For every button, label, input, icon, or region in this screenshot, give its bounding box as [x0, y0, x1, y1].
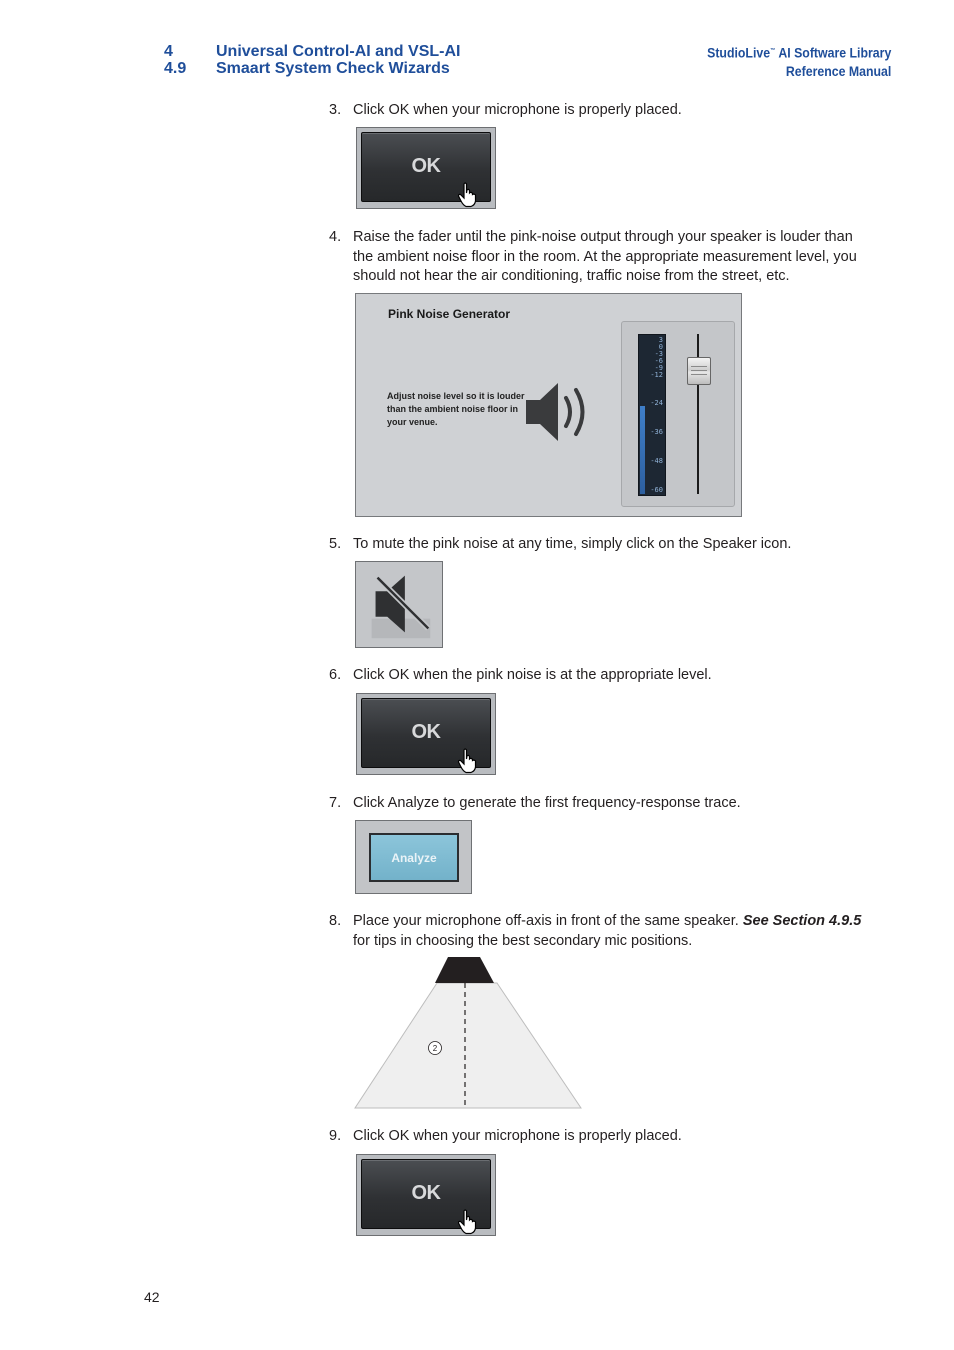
analyze-button-label: Analyze: [391, 851, 437, 865]
chapter-title: Universal Control-AI and VSL-AI: [216, 43, 461, 60]
hand-cursor-icon: [457, 182, 479, 208]
step-8: [329, 912, 869, 951]
manual-subtitle: Reference Manual: [785, 62, 891, 79]
step-text: [353, 912, 869, 951]
mic-position-label: 2: [432, 1044, 438, 1053]
step-number: 6.: [329, 667, 342, 683]
step-6: [329, 666, 869, 686]
fader-handle[interactable]: [687, 357, 711, 385]
chapter-number: 4: [164, 43, 173, 60]
ok-button-screenshot: [356, 1154, 496, 1236]
meter-tick-label: -60: [650, 486, 663, 494]
speaker-coverage-diagram: [354, 956, 582, 1110]
manual-title-rest: AI Software Library: [775, 44, 891, 61]
manual-header: [707, 42, 891, 80]
step-text-after: for tips in choosing the best secondary mic positions.: [353, 932, 693, 949]
step-number: 9.: [329, 1128, 342, 1144]
step-number: 3.: [329, 102, 342, 118]
step-number: 4.: [329, 229, 342, 245]
pink-noise-description: Adjust noise level so it is louder than the ambient noise floor in your venue.: [387, 391, 525, 427]
mute-button-screenshot: [355, 561, 443, 648]
section-reference: See Section 4.9.5: [742, 913, 862, 929]
section-number: 4.9: [164, 60, 187, 77]
step-text: Raise the fader until the pink-noise output through your speaker is louder than the ambient noise floor in the room. At the appropriate measurement level, you should not hear the air conditioning, traffic noise from the street, etc.: [353, 229, 857, 284]
step-9: [329, 1127, 869, 1147]
hand-cursor-icon: [457, 1209, 479, 1235]
analyze-button-screenshot: [355, 820, 472, 894]
meter-tick-label: 0: [658, 343, 663, 351]
ok-button-label: OK: [411, 721, 441, 743]
step-text: Click OK when your microphone is properly placed.: [353, 102, 682, 118]
meter-tick-label: -9: [654, 364, 663, 372]
meter-fader-group: [621, 321, 735, 507]
meter-fill: [640, 406, 645, 494]
meter-tick-label: -48: [650, 457, 663, 465]
step-text: Click OK when the pink noise is at the appropriate level.: [353, 667, 712, 683]
meter-tick-label: 3: [658, 336, 663, 344]
speaker-icon[interactable]: [524, 380, 596, 444]
step-number: 7.: [329, 795, 342, 811]
pink-noise-title: Pink Noise Generator: [388, 307, 511, 321]
meter-tick-label: -6: [654, 357, 663, 365]
step-7: [329, 794, 869, 814]
step-text-before: Place your microphone off-axis in front of the same speaker.: [353, 913, 743, 929]
ok-button-screenshot: [356, 127, 496, 209]
step-text: To mute the pink noise at any time, simply click on the Speaker icon.: [353, 536, 792, 552]
manual-brand: StudioLive: [706, 44, 770, 61]
step-text: Click OK when your microphone is properly placed.: [353, 1128, 682, 1144]
level-meter: [638, 334, 666, 496]
step-5: [329, 535, 869, 555]
step-text: Click Analyze to generate the first frequency-response trace.: [353, 795, 741, 811]
meter-tick-label: -36: [650, 428, 663, 436]
section-title: Smaart System Check Wizards: [216, 60, 450, 77]
step-4: [329, 228, 869, 287]
trademark-mark: ™: [769, 48, 776, 54]
step-number: 5.: [329, 536, 342, 552]
meter-tick-label: -3: [654, 350, 663, 358]
ok-button-label: OK: [411, 1182, 441, 1204]
pink-noise-panel: [355, 293, 742, 517]
ok-button-label: OK: [411, 155, 441, 177]
speaker-icon: [435, 957, 494, 983]
analyze-button[interactable]: [369, 833, 459, 882]
step-3: [329, 101, 869, 121]
meter-tick-label: -24: [650, 399, 663, 407]
page-number: 42: [144, 1289, 160, 1305]
manual-title: [707, 42, 891, 62]
ok-button-screenshot: [356, 693, 496, 775]
hand-cursor-icon: [457, 748, 479, 774]
speaker-muted-icon[interactable]: [356, 562, 442, 647]
meter-tick-label: -12: [650, 371, 663, 379]
step-number: 8.: [329, 913, 342, 929]
